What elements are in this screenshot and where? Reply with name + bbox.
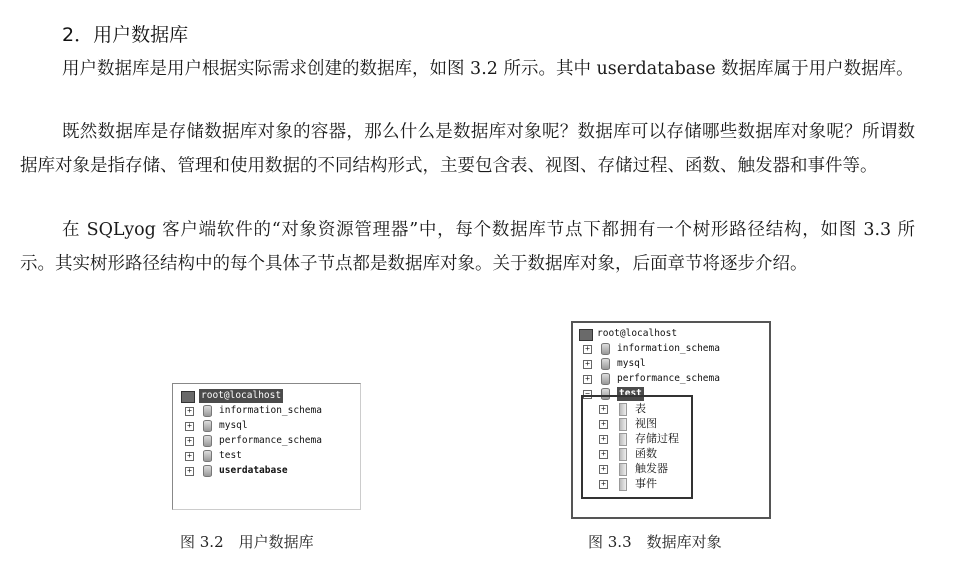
database-icon <box>601 358 610 370</box>
expand-icon[interactable]: + <box>185 422 194 431</box>
expand-icon[interactable]: + <box>599 465 608 474</box>
expand-icon[interactable]: + <box>583 375 592 384</box>
folder-icon <box>619 448 627 461</box>
folder-icon <box>619 433 627 446</box>
folder-icon <box>619 463 627 476</box>
paragraph-2: 既然数据库是存储数据库对象的容器，那么什么是数据库对象呢？数据库可以存储哪些数据库对象呢？所谓数据库对象是指存储、管理和使用数据的不同结构形式，主要包含表、视图、存储过程、函数、触发器和事件等。 <box>20 122 915 176</box>
expand-icon[interactable]: + <box>599 405 608 414</box>
folder-icon <box>619 403 627 416</box>
database-icon <box>203 420 212 432</box>
paragraph-3: 在 SQLyog 客户端软件的“对象资源管理器”中，每个数据库节点下都拥有一个树形路径结构，如图 3.3 所示。其实树形路径结构中的每个具体子节点都是数据库对象。关于数据库对象，后面章节将逐步介绍。 <box>20 220 915 274</box>
database-icon <box>601 373 610 385</box>
expand-icon[interactable]: + <box>599 420 608 429</box>
figure-3-2-tree: root@localhost + information_schema + mysql + performance_schema + test + userdatabase <box>172 383 361 510</box>
expand-icon[interactable]: + <box>599 435 608 444</box>
expand-icon[interactable]: + <box>185 437 194 446</box>
figure-3-3-caption: 图 3.3 数据库对象 <box>588 533 722 551</box>
server-icon <box>579 329 593 341</box>
expand-icon[interactable]: + <box>185 452 194 461</box>
database-icon <box>601 343 610 355</box>
expand-icon[interactable]: + <box>599 480 608 489</box>
collapse-icon[interactable]: − <box>583 390 592 399</box>
folder-icon <box>619 478 627 491</box>
figure-3-2-caption: 图 3.2 用户数据库 <box>180 533 314 551</box>
section-heading: 2．用户数据库 <box>62 24 189 46</box>
expand-icon[interactable]: + <box>599 450 608 459</box>
figure-3-3-tree: root@localhost + information_schema + mysql + performance_schema − test + 表 + 视图 + 存储过程 + 函数 + 触发器 + 事件 <box>571 321 771 519</box>
server-icon <box>181 391 195 403</box>
expand-icon[interactable]: + <box>185 407 194 416</box>
expand-icon[interactable]: + <box>185 467 194 476</box>
expand-icon[interactable]: + <box>583 360 592 369</box>
expand-icon[interactable]: + <box>583 345 592 354</box>
folder-icon <box>619 418 627 431</box>
database-icon <box>203 405 212 417</box>
database-icon <box>203 465 212 477</box>
database-icon <box>203 435 212 447</box>
paragraph-1: 用户数据库是用户根据实际需求创建的数据库，如图 3.2 所示。其中 userdatabase 数据库属于用户数据库。 <box>62 59 914 79</box>
database-icon <box>203 450 212 462</box>
